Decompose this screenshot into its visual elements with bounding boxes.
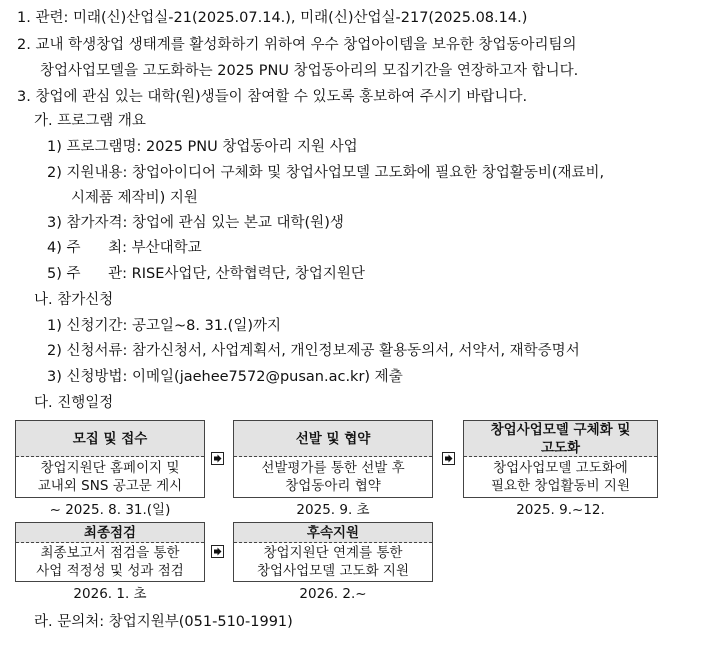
schedule-box-title [234,523,432,543]
ga-item-3: 3) 참가자격: 창업에 관심 있는 본교 대학(원)생 [47,215,344,231]
ga-item-2b: 시제품 제작비) 지원 [71,190,198,206]
schedule-box-title [234,421,432,457]
na-item-3: 3) 신청방법: 이메일(jaehee7572@pusan.ac.kr) 제출 [47,369,403,385]
title-line: 후속지원 [306,524,360,541]
schedule-box-body [234,543,432,581]
body-line: 창업사업모델 고도화에 [493,460,628,476]
schedule-box-body [16,543,204,581]
schedule-date-selection: 2025. 9. 초 [296,502,370,518]
doc-line-2b: 창업사업모델을 고도화하는 2025 PNU 창업동아리의 모집기간을 연장하고자 합니다. [40,63,579,79]
na-item-2: 2) 신청서류: 참가신청서, 사업계획서, 개인정보제공 활용동의서, 서약서, 재학증명서 [47,343,580,359]
title-line: 선발 및 협약 [295,430,371,447]
title-line: 고도화 [540,439,581,456]
schedule-box-development [463,420,658,498]
ga-item-1: 1) 프로그램명: 2025 PNU 창업동아리 지원 사업 [47,139,358,155]
schedule-date-follow-up: 2026. 2.~ [299,586,367,602]
section-na-heading: 나. 참가신청 [34,292,114,308]
ga-item-4: 4) 주 최: 부산대학교 [47,240,202,256]
body-line: 창업사업모델 고도화 지원 [256,563,410,579]
title-line: 창업사업모델 구체화 및 [490,421,631,438]
schedule-box-recruit [15,420,205,498]
schedule-box-follow-up [233,522,433,582]
body-line: 사업 적정성 및 성과 점검 [36,563,184,579]
body-line: 선발평가를 통한 선발 후 [261,460,405,476]
doc-line-1: 1. 관련: 미래(신)산업실-21(2025.07.14.), 미래(신)산업실-217(2025.08.14.) [17,10,528,26]
schedule-box-body [464,457,657,497]
title-line: 모집 및 접수 [72,430,148,447]
doc-line-2: 2. 교내 학생창업 생태계를 활성화하기 위하여 우수 창업아이템을 보유한 창업동아리팀의 [17,37,577,53]
body-line: 창업지원단 연계를 통한 [263,545,403,561]
body-line: 교내외 SNS 공고문 게시 [37,478,183,494]
schedule-box-selection [233,420,433,498]
ga-item-5: 5) 주 관: RISE사업단, 산학협력단, 창업지원단 [47,266,365,282]
schedule-box-body [16,457,204,497]
title-line: 최종점검 [83,524,137,541]
body-line: 최종보고서 점검을 통한 [40,545,180,561]
schedule-date-final-check: 2026. 1. 초 [73,586,147,602]
schedule-box-final-check [15,522,205,582]
ga-item-2: 2) 지원내용: 창업아이디어 구체화 및 창업사업모델 고도화에 필요한 창업활동비(재료비, [47,165,605,181]
body-line: 창업동아리 협약 [285,478,381,494]
right-arrow-box-icon [442,452,455,465]
body-line: 창업지원단 홈페이지 및 [40,460,180,476]
section-ga-heading: 가. 프로그램 개요 [34,113,146,129]
right-arrow-box-icon [211,452,224,465]
doc-line-3: 3. 창업에 관심 있는 대학(원)생들이 참여할 수 있도록 홍보하여 주시기 바랍니다. [17,89,528,105]
na-item-1: 1) 신청기간: 공고일~8. 31.(일)까지 [47,318,282,334]
schedule-box-body [234,457,432,497]
schedule-box-title [464,421,657,457]
right-arrow-box-icon [211,545,224,558]
schedule-box-title [16,523,204,543]
section-da-heading: 다. 진행일정 [34,395,114,411]
schedule-date-recruit: ~ 2025. 8. 31.(일) [49,502,171,518]
section-ra-contact: 라. 문의처: 창업지원부(051-510-1991) [34,614,293,630]
body-line: 필요한 창업활동비 지원 [491,478,630,494]
schedule-date-development: 2025. 9.~12. [516,502,605,518]
schedule-box-title [16,421,204,457]
